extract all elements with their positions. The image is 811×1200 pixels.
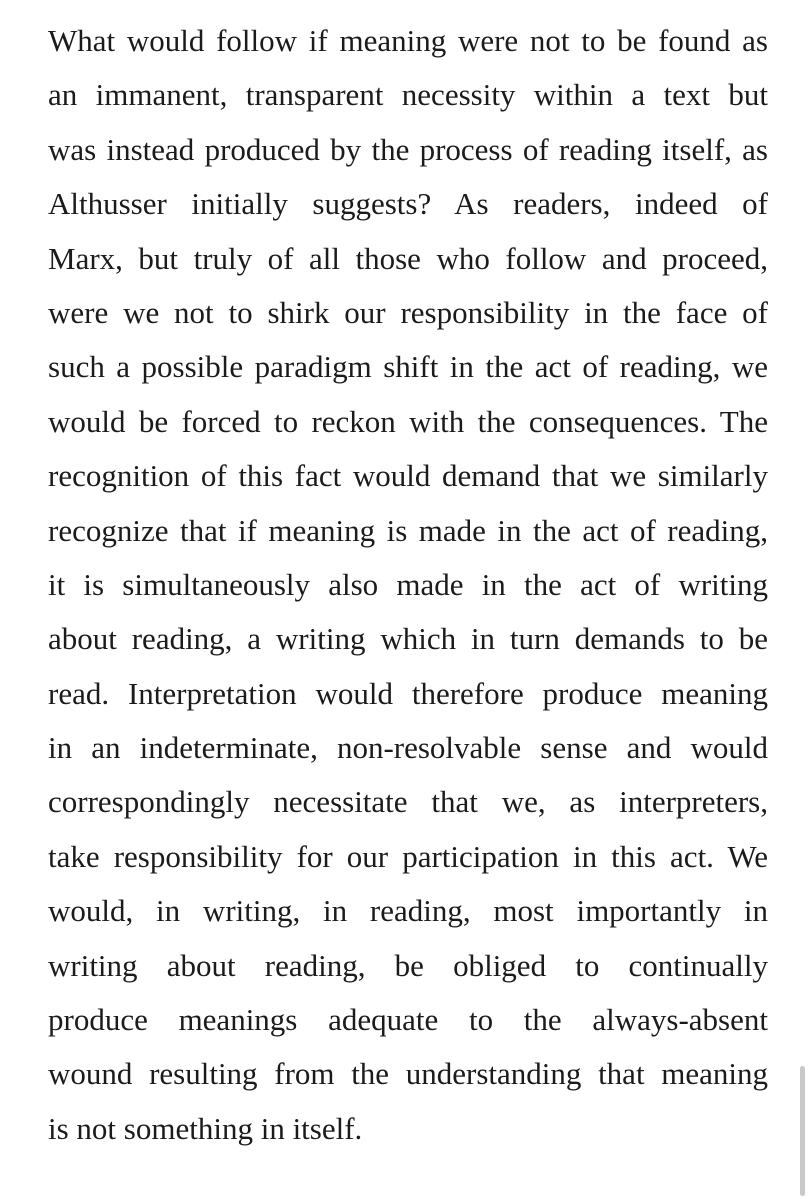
paragraph-line: What would follow if meaning were not to be found as (48, 23, 768, 58)
paragraph-line: produce meanings adequate to the always-absent (48, 1002, 768, 1038)
paragraph-line: such a possible paradigm shift in the act of reading, we (48, 349, 768, 385)
paragraph-line: were we not to shirk our responsibility in the face of (48, 294, 768, 330)
paragraph-line: Althusser initially suggests? As readers, indeed of (48, 186, 768, 222)
paragraph-line: in an indeterminate, non-resolvable sense and would (48, 730, 768, 766)
paragraph-line: recognize that if meaning is made in the act of reading, (48, 512, 768, 548)
paragraph-line: correspondingly necessitate that we, as interpreters, (48, 784, 768, 820)
scrollbar[interactable] (800, 1066, 805, 1196)
paragraph-line: Marx, but truly of all those who follow and proceed, (48, 240, 768, 276)
paragraph-line: wound resulting from the understanding that meaning (48, 1056, 768, 1092)
paragraph-line: about reading, a writing which in turn demands to be (48, 621, 768, 657)
paragraph-line: read. Interpretation would therefore produce meaning (48, 675, 768, 711)
paragraph-line: would be forced to reckon with the consequences. The (48, 403, 768, 439)
paragraph-line: writing about reading, be obliged to continually (48, 947, 768, 983)
paragraph-line: is not something in itself. (48, 1110, 363, 1146)
paragraph-line: would, in writing, in reading, most importantly in (48, 893, 768, 929)
paragraph-line: take responsibility for our participation in this act. We (48, 838, 768, 874)
paragraph-line: an immanent, transparent necessity within a text but (48, 77, 768, 113)
paragraph-line: recognition of this fact would demand that we similarly (48, 458, 768, 494)
paragraph-line: it is simultaneously also made in the act of writing (48, 566, 768, 602)
paragraph-line: was instead produced by the process of reading itself, as (48, 131, 768, 167)
body-paragraph (48, 14, 768, 1156)
